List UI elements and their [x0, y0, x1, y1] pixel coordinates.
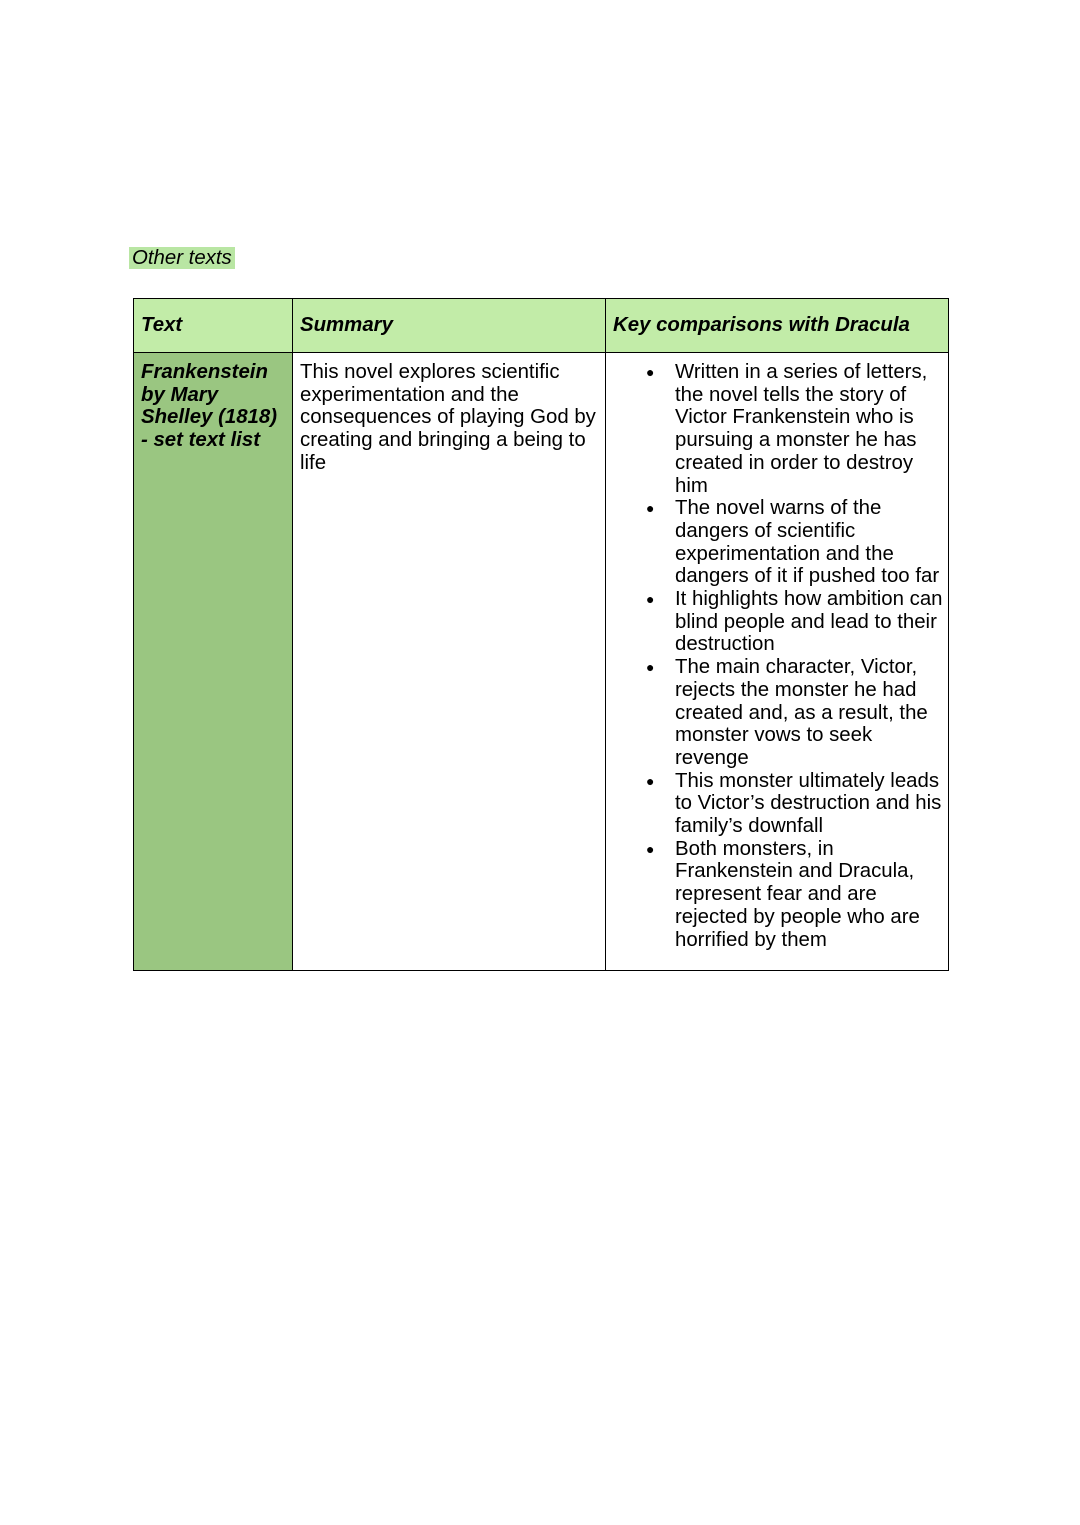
table-header-row [134, 299, 949, 353]
table-row [134, 353, 949, 971]
comparison-bullet-item: ● It highlights how ambition can blind people and lead to their destruction [675, 588, 945, 656]
text-label: Frankenstein by Mary Shelley (1818) - set text list [141, 361, 278, 452]
column-header-text: Text [134, 299, 293, 353]
comparisons-cell [606, 353, 949, 971]
column-header-comparisons: Key comparisons with Dracula [606, 299, 949, 353]
comparison-bullet-item: ● Both monsters, in Frankenstein and Dracula, represent fear and are rejected by people who are horrified by them [675, 838, 945, 952]
section-heading [129, 246, 235, 271]
comparison-bullet-item: ● The novel warns of the dangers of scientific experimentation and the dangers of it if pushed too far [675, 497, 945, 588]
comparison-table [133, 298, 949, 971]
summary-cell [293, 353, 606, 971]
heading-highlight: Other texts [129, 247, 235, 269]
comparison-bullet-item: ● The main character, Victor, rejects the monster he had created and, as a result, the monster vows to seek revenge [675, 656, 945, 770]
summary-text: This novel explores scientific experimentation and the consequences of playing God by creating and bringing a being to life [300, 361, 596, 474]
comparison-list [606, 361, 945, 951]
comparison-bullet-item: ● Written in a series of letters, the novel tells the story of Victor Frankenstein who is pursuing a monster he has created in order to destroy him [675, 361, 945, 497]
column-header-summary: Summary [293, 299, 606, 353]
text-cell [134, 353, 293, 971]
comparison-bullet-item: ● This monster ultimately leads to Victor’s destruction and his family’s downfall [675, 770, 945, 838]
